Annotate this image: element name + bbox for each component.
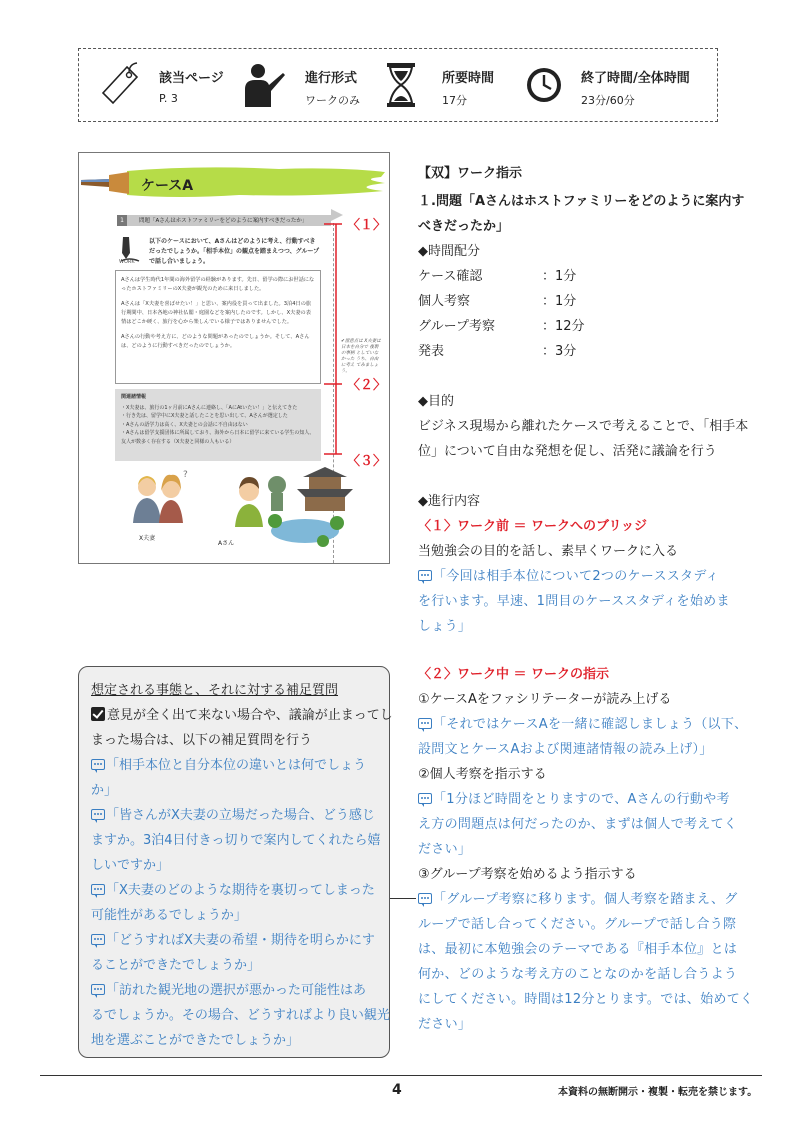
info-format-title: 進行形式 [305,71,358,86]
quote-text: 「それではケースAを一緒に確認しましょう（以下、 [433,717,748,732]
x-couple-illustration [133,470,188,523]
time-row [418,315,730,334]
info-end-time [525,49,719,123]
question-text: 問題「Aさんはホストファミリーをどのように案内すべきだったか」 [139,218,308,224]
step2-a-quote [418,713,748,732]
time-row-label: 発表 [418,344,445,359]
supplement-title: 想定される事態と、それに対する補足質問 [91,683,339,698]
progress-bracket [322,212,346,464]
question-text: 「訪れた観光地の選択が悪かった可能性はあ [106,983,367,998]
speech-bubble-icon [91,884,105,895]
slide-intro: 以下のケースにおいて、Aさんはどのように考え、行動すべきだったでしょうか。「相手本位」の観点を踏まえつつ、グループで話し合いましょう。 [149,238,320,265]
question-text: 「どうすればX夫妻の希望・期待を明らかにす [106,933,375,948]
step2-c-quote [418,888,738,907]
case-paragraph: Aさんの行動や考え方に、どのような問題があったのでしょうか。そして、Aさんは、どのように行動すべきだったのでしょうか。 [121,334,310,349]
supplement-question: ますか。3泊4日付きっ切りで案内してくれたら嬉 [91,833,381,848]
supplement-question: 地を選ぶことができたでしょうか」 [91,1033,300,1048]
step2-c-quote: は、最初に本勉強会のテーマである『相手本位』とは [418,942,738,957]
work-instruction-heading: 【双】ワーク指示 [418,166,523,181]
step2-c-quote: ループで話し合ってください。グループで話し合う際 [418,917,737,932]
speech-bubble-icon [418,718,432,729]
time-row [418,265,730,284]
temple-illustration [268,467,353,547]
supplement-question [91,979,366,998]
step1-quote: を行います。早速、1問目のケーススタディを始めま [418,594,730,609]
step2-b: ②個人考察を指示する [418,767,547,782]
quote-text: 「グループ考察に移ります。個人考察を踏まえ、グ [433,892,738,907]
svg-text:?: ? [183,470,188,480]
supplement-connector-line [390,898,416,899]
content-heading: ◆進行内容 [418,494,480,509]
supplement-condition [91,704,393,723]
purpose-heading: ◆目的 [418,394,454,409]
case-illustration [125,465,365,555]
question-text: 「相手本位と自分本位の違いとは何でしょう [106,758,367,773]
info-duration [384,49,514,123]
related-info-title: 関連諸情報 [121,394,147,400]
supplement-condition: まった場合は、以下の補足質問を行う [91,733,313,748]
case-paragraph: Aさんは「X夫妻を喜ばせたい！」と思い、案内役を買って出ました。3泊4日の旅行期間中、日本各地の神社仏閣・庭園などを案内したのです。しかし、X夫妻の表情はどこか硬く、旅行を心から楽しんでいる様子ではありませんでした。 [121,301,312,325]
time-row-label: ケース確認 [418,269,483,284]
info-page-value: P. 3 [159,92,178,105]
info-duration-title: 所要時間 [442,71,495,86]
problem-line: １.問題「Aさんはホストファミリーをどのように案内す [418,194,745,209]
marker-1: 〈１〉 [347,218,387,233]
info-end-value: 23分/60分 [581,94,635,107]
question-bar [117,215,331,226]
step2-a-quote: 設問文とケースAおよび関連諸情報の読み上げ）」 [418,742,713,757]
time-row-value: ：12分 [542,319,585,334]
a-person-label: Aさん [218,540,235,547]
supplement-question: か」 [91,783,118,798]
time-row-value: ：1分 [542,294,577,309]
case-paragraph: Aさんは学生時代1年間の海外留学の経験があります。先日、留学の際にお世話になったホストファミリーのX夫妻が観光のために来日しました。 [121,277,315,292]
hourglass-icon [384,61,418,109]
supplementary-questions-box [78,666,393,1058]
checkbox-checked-icon [91,707,105,721]
supplement-question: るでしょうか。その場合、どうすればより良い観光 [91,1008,390,1023]
time-row-label: 個人考察 [418,294,471,309]
time-row-label: グループ考察 [418,319,495,334]
case-text-box [115,270,321,384]
speech-bubble-icon [91,984,105,995]
quote-text: 「今回は相手本位について2つのケーススタディ [433,569,719,584]
info-page-title: 該当ページ [159,71,224,86]
marker-2: 〈２〉 [347,378,387,393]
related-info-box [115,389,321,461]
speech-bubble-icon [418,570,432,581]
a-person-illustration [235,477,263,527]
speech-bubble-icon [418,893,432,904]
step2-b-quote [418,788,730,807]
time-row [418,290,730,309]
purpose-text: ビジネス現場から離れたケースで考えることで、「相手本 [418,419,749,434]
presenter-icon [239,61,287,109]
step2-c-quote: ださい」 [418,1017,472,1032]
step2-b-quote: ださい」 [418,842,472,857]
supplement-question: しいですか」 [91,858,170,873]
page-number: 4 [392,1082,402,1098]
purpose-text: 位」について自由な発想を促し、活発に議論を行う [418,444,717,459]
supplement-question [91,754,366,773]
step2-b-quote: え方の問題点は何だったのか、まずは個人で考えてく [418,817,738,832]
speech-bubble-icon [91,809,105,820]
info-format [239,49,379,123]
condition-text: 意見が全く出て来ない場合や、議論が止まってし [107,708,393,723]
speech-bubble-icon [91,934,105,945]
related-info-item: ・行き先は、留学中にX夫妻と話したことを思い出して、Aさんが選定した [121,413,288,419]
supplement-question: ることができたでしょうか」 [91,958,261,973]
step1-quote: しょう」 [418,619,472,634]
supplement-question [91,929,375,948]
step2-title: 〈２〉ワーク中 ＝ ワークの指示 [418,667,610,682]
speech-bubble-icon [91,759,105,770]
question-number: 1 [117,215,127,226]
time-row-value: ：3分 [542,344,577,359]
step2-c-quote: にしてください。時間は12分とります。では、始めてく [418,992,754,1007]
work-label: WORK [119,259,135,265]
x-couple-label: X夫妻 [139,535,156,542]
problem-line: べきだったか」 [418,219,510,234]
info-duration-value: 17分 [442,94,467,107]
clock-icon [525,61,565,109]
brush-banner [79,163,390,203]
quote-text: 「1分ほど時間をとりますので、Aさんの行動や考 [433,792,730,807]
speech-bubble-icon [418,793,432,804]
info-format-value: ワークのみ [305,94,360,107]
question-text: 「X夫妻のどのような期待を裏切ってしまった [106,883,375,898]
time-allocation-heading: ◆時間配分 [418,244,480,259]
supplement-question [91,804,375,823]
time-row [418,340,730,359]
step2-a: ①ケースAをファシリテーターが読み上げる [418,692,672,707]
slide-side-note: ✔留意点は X夫妻は日本を自分で 複製の事柄 としていなかった うち、自由に考え てみましょう。 [341,339,381,374]
related-info-item: ・Aさんの語学力は高く、X夫妻との会話に不自由はない [121,421,248,428]
step1-title: 〈１〉ワーク前 ＝ ワークへのブリッジ [418,519,648,534]
step1-desc: 当勉強会の目的を話し、素早くワークに入る [418,544,679,559]
lesson-info-box [78,48,718,122]
related-info-item: ・X夫妻は、旅行の1ヶ月前にAさんに連絡し、「AにAtいたい！」と伝えてきた [121,404,298,411]
tag-icon [99,61,143,109]
slide-title: ケースA [141,178,194,194]
question-text: 「皆さんがX夫妻の立場だった場合、どう感じ [106,808,375,823]
related-info-item: ・Aさんは留学支援団体に所属しており、海外から日本に留学に来ている学生の知人、友人が数多く存在する（X夫妻と同様の人もいる） [121,430,315,445]
marker-3: 〈３〉 [347,454,387,469]
time-row-value: ：1分 [542,269,577,284]
step2-c-quote: 何か、どのような考え方のことなのかを話し合うよう [418,967,738,982]
copyright-notice: 本資料の無断開示・複製・転売を禁じます。 [558,1087,758,1098]
info-end-title: 終了時間/全体時間 [581,71,690,86]
info-page [79,49,239,123]
supplement-question [91,879,375,898]
step1-quote [418,565,730,584]
step2-c: ③グループ考察を始めるよう指示する [418,867,637,882]
supplement-question: 可能性があるでしょうか」 [91,908,247,923]
footer-divider [40,1075,762,1076]
